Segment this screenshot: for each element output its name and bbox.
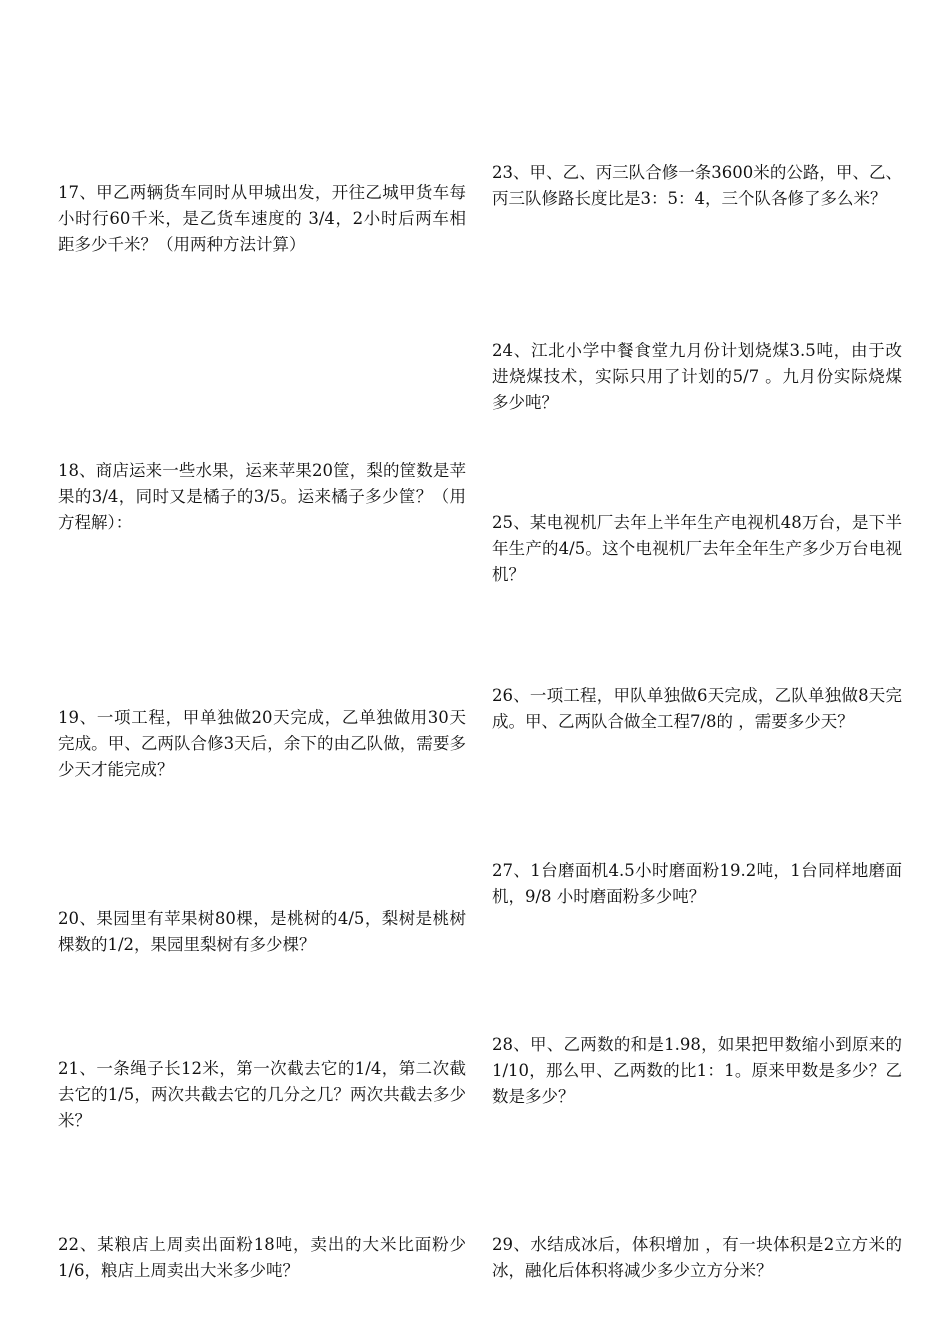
problem-19: 19、一项工程，甲单独做20天完成，乙单独做用30天完成。甲、乙两队合修3天后，余下的由乙队做，需要多少天才能完成？ bbox=[58, 708, 466, 779]
problem-22: 22、某粮店上周卖出面粉18吨，卖出的大米比面粉少 1/6，粮店上周卖出大米多少吨？ bbox=[58, 1235, 466, 1280]
problem-21: 21、一条绳子长12米，第一次截去它的1/4，第二次截去它的1/5，两次共截去它的几分之几？两次共截去多少米？ bbox=[58, 1059, 466, 1130]
problem-28: 28、甲、乙两数的和是1.98，如果把甲数缩小到原来的1/10，那么甲、乙两数的比1：1。原来甲数是多少？乙数是多少？ bbox=[492, 1035, 902, 1106]
problem-27: 27、1台磨面机4.5小时磨面粉19.2吨，1台同样地磨面机，9/8 小时磨面粉多少吨？ bbox=[492, 861, 902, 906]
problem-25: 25、某电视机厂去年上半年生产电视机48万台，是下半年生产的4/5。这个电视机厂去年全年生产多少万台电视机？ bbox=[492, 513, 902, 584]
problem-17: 17、甲乙两辆货车同时从甲城出发，开往乙城甲货车每小时行60千米，是乙货车速度的 3/4，2小时后两车相距多少千米？（用两种方法计算） bbox=[58, 183, 466, 254]
problem-26: 26、一项工程，甲队单独做6天完成，乙队单独做8天完成。甲、乙两队合做全工程7/8的 ，需要多少天？ bbox=[492, 686, 902, 731]
problem-24: 24、江北小学中餐食堂九月份计划烧煤3.5吨，由于改进烧煤技术，实际只用了计划的5/7 。九月份实际烧煤多少吨？ bbox=[492, 341, 902, 412]
problem-29: 29、水结成冰后，体积增加 ，有一块体积是2立方米的冰，融化后体积将减少多少立方分米？ bbox=[492, 1235, 902, 1280]
problem-18: 18、商店运来一些水果，运来苹果20筐，梨的筐数是苹果的3/4，同时又是橘子的3/5。运来橘子多少筐？（用方程解）： bbox=[58, 461, 466, 532]
problem-20: 20、果园里有苹果树80棵，是桃树的4/5，梨树是桃树棵数的1/2，果园里梨树有多少棵？ bbox=[58, 909, 466, 954]
problem-23: 23、甲、乙、丙三队合修一条3600米的公路，甲、乙、丙三队修路长度比是3：5：4，三个队各修了多么米？ bbox=[492, 163, 902, 208]
